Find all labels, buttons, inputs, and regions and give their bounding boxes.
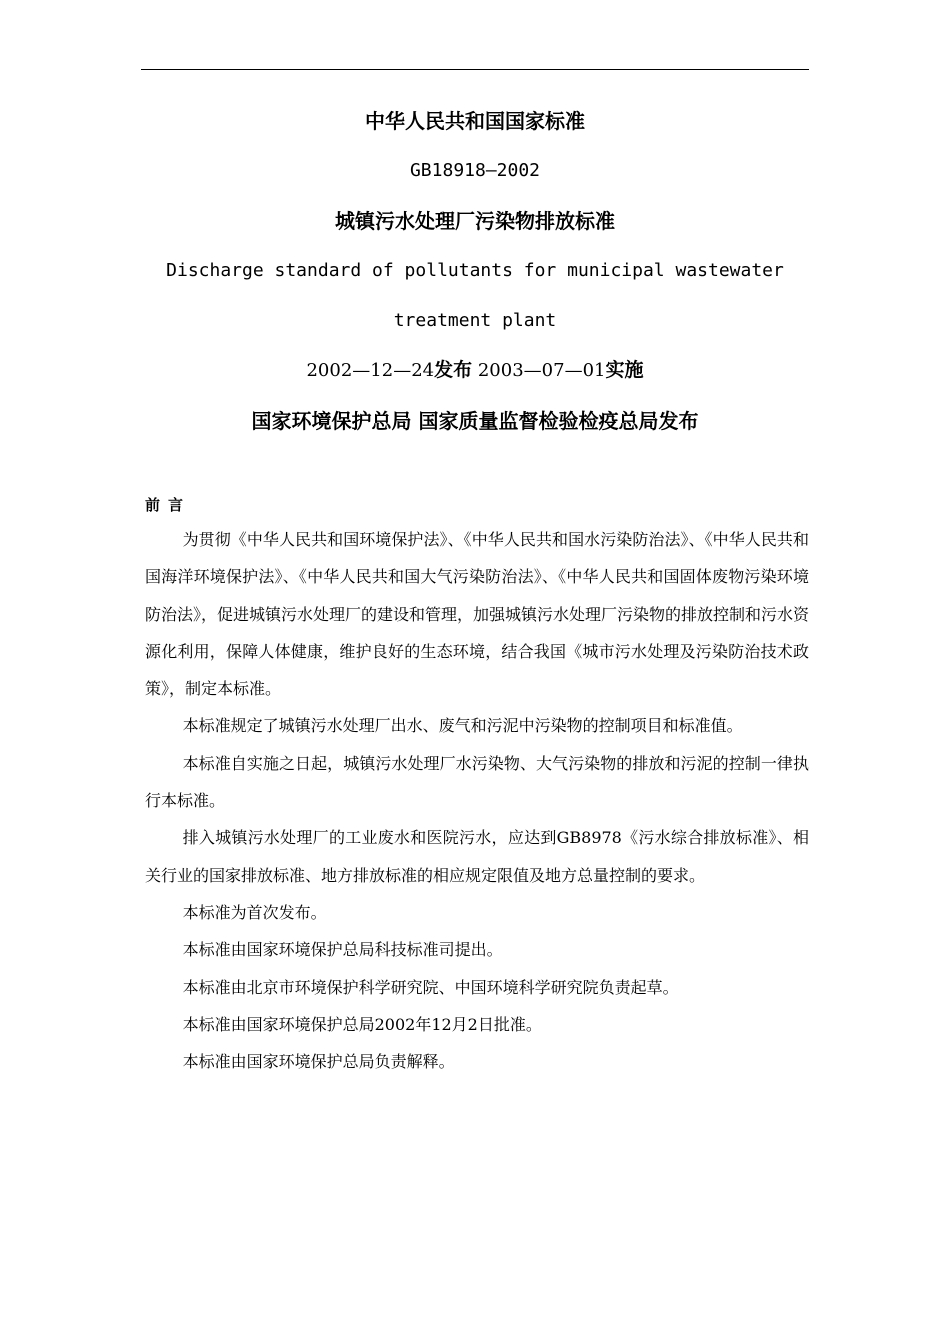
foreword-paragraph: 本标准由北京市环境保护科学研究院、中国环境科学研究院负责起草。 bbox=[182, 977, 679, 997]
foreword-paragraph: 为贯彻《中华人民共和国环境保护法》、《中华人民共和国水污染防治法》、《中华人民共和国海洋环境保护法》、《中华人民共和国大气污染防治法》、《中华人民共和国固体废物污染环境防治法》，促进城镇污水处理厂的建设和管理，加强城镇污水处理厂污染物的排放控制和污水资源化利用，保障人体健康，维护良好的生态环境，结合我国《城市污水处理及污染防治技术政策》，制定本标准。 bbox=[145, 530, 810, 699]
issuing-authorities: 国家环境保护总局 国家质量监督检验检疫总局发布 bbox=[251, 409, 699, 433]
foreword-paragraph: 本标准由国家环境保护总局负责解释。 bbox=[182, 1052, 455, 1072]
issue-date: 2002—12—24 bbox=[306, 360, 435, 381]
issue-label: 发布 bbox=[434, 359, 473, 381]
national-standard-title: 中华人民共和国国家标准 bbox=[365, 109, 585, 133]
foreword-paragraph: 排入城镇污水处理厂的工业废水和医院污水，应达到GB8978《污水综合排放标准》、相关行业的国家排放标准、地方排放标准的相应规定限值及地方总量控制的要求。 bbox=[145, 828, 809, 885]
standard-code: GB18918—2002 bbox=[409, 160, 541, 181]
foreword-paragraph: 本标准自实施之日起，城镇污水处理厂水污染物、大气污染物的排放和污泥的控制一律执行本标准。 bbox=[145, 753, 809, 811]
foreword-paragraph: 本标准规定了城镇污水处理厂出水、废气和污泥中污染物的控制项目和标准值。 bbox=[182, 716, 743, 736]
standard-title: 城镇污水处理厂污染物排放标准 bbox=[335, 209, 615, 233]
implementation-date: 2003—07—01 bbox=[477, 360, 606, 381]
foreword-title: 前言 bbox=[145, 496, 192, 514]
implementation-label: 实施 bbox=[605, 359, 644, 381]
english-title-line-1: Discharge standard of pollutants for municipal wastewater bbox=[166, 260, 784, 281]
dates-line bbox=[141, 355, 809, 386]
foreword-paragraph: 本标准为首次发布。 bbox=[182, 902, 327, 922]
foreword-body bbox=[145, 521, 809, 1080]
foreword-paragraph: 本标准由国家环境保护总局科技标准司提出。 bbox=[182, 940, 503, 960]
english-title-line-2: treatment plant bbox=[393, 310, 557, 331]
top-rule bbox=[141, 69, 809, 70]
foreword-paragraph: 本标准由国家环境保护总局2002年12月2日批准。 bbox=[182, 1014, 542, 1034]
